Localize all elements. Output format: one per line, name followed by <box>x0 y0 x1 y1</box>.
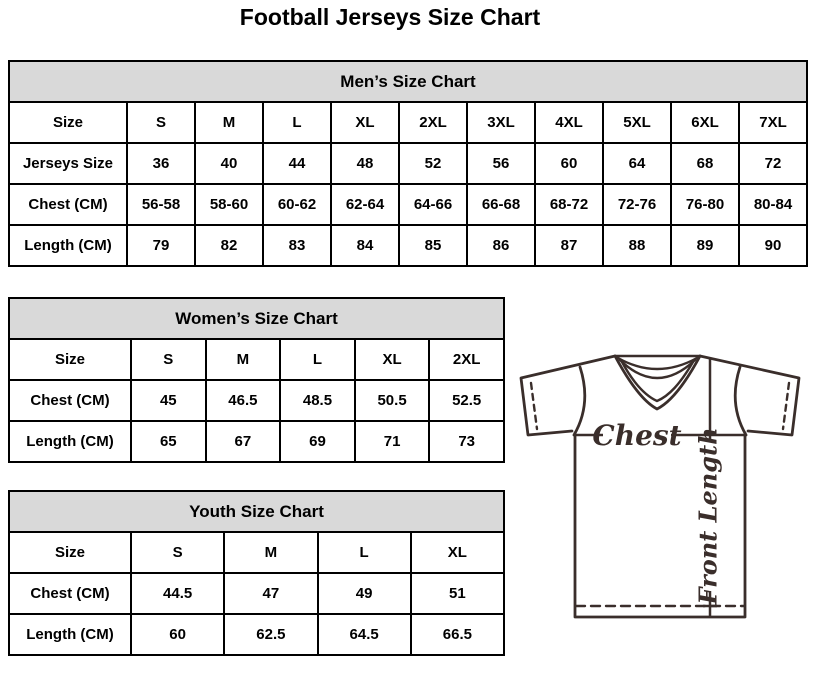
value-cell: 87 <box>535 225 603 266</box>
value-cell: 66-68 <box>467 184 535 225</box>
value-cell: S <box>127 102 195 143</box>
row-label-cell: Length (CM) <box>9 225 127 266</box>
womens-table-title: Women’s Size Chart <box>9 298 504 339</box>
jersey-right-cuff-dashed-line <box>783 383 789 429</box>
value-cell: XL <box>411 532 504 573</box>
table-row <box>9 380 504 421</box>
mens-table-title: Men’s Size Chart <box>9 61 807 102</box>
value-cell: 60 <box>535 143 603 184</box>
jersey-left-cuff-dashed-line <box>531 383 537 429</box>
youth-table-title: Youth Size Chart <box>9 491 504 532</box>
value-cell: 36 <box>127 143 195 184</box>
value-cell: 64 <box>603 143 671 184</box>
jersey-left-armhole-seam <box>574 367 585 435</box>
jersey-right-armhole-seam <box>735 367 746 435</box>
table-row <box>9 614 504 655</box>
table-row <box>9 339 504 380</box>
row-label-cell: Chest (CM) <box>9 573 131 614</box>
value-cell: 88 <box>603 225 671 266</box>
jersey-measurement-diagram <box>508 338 808 628</box>
value-cell: 56 <box>467 143 535 184</box>
value-cell: 60 <box>131 614 224 655</box>
value-cell: M <box>206 339 281 380</box>
table-row <box>9 573 504 614</box>
table-row <box>9 102 807 143</box>
table-header-row <box>9 61 807 102</box>
value-cell: 45 <box>131 380 206 421</box>
table-header-row <box>9 491 504 532</box>
value-cell: 64.5 <box>318 614 411 655</box>
table-row <box>9 143 807 184</box>
value-cell: S <box>131 532 224 573</box>
value-cell: XL <box>331 102 399 143</box>
value-cell: 51 <box>411 573 504 614</box>
value-cell: 6XL <box>671 102 739 143</box>
value-cell: 83 <box>263 225 331 266</box>
value-cell: 67 <box>206 421 281 462</box>
row-label-cell: Jerseys Size <box>9 143 127 184</box>
value-cell: 72 <box>739 143 807 184</box>
value-cell: 68 <box>671 143 739 184</box>
value-cell: 72-76 <box>603 184 671 225</box>
value-cell: 80-84 <box>739 184 807 225</box>
table-row <box>9 532 504 573</box>
value-cell: M <box>195 102 263 143</box>
value-cell: 7XL <box>739 102 807 143</box>
value-cell: 71 <box>355 421 430 462</box>
youth-size-chart-table <box>8 490 505 656</box>
value-cell: S <box>131 339 206 380</box>
value-cell: 84 <box>331 225 399 266</box>
value-cell: 40 <box>195 143 263 184</box>
jersey-right-shoulder-sleeve <box>700 356 799 435</box>
row-label-cell: Size <box>9 339 131 380</box>
value-cell: L <box>318 532 411 573</box>
chest-label: Chest <box>592 419 682 452</box>
table-row <box>9 225 807 266</box>
value-cell: 52 <box>399 143 467 184</box>
row-label-cell: Length (CM) <box>9 421 131 462</box>
value-cell: 89 <box>671 225 739 266</box>
table-row <box>9 421 504 462</box>
value-cell: M <box>224 532 317 573</box>
row-label-cell: Size <box>9 102 127 143</box>
value-cell: 48.5 <box>280 380 355 421</box>
value-cell: 73 <box>429 421 504 462</box>
value-cell: 48 <box>331 143 399 184</box>
value-cell: 76-80 <box>671 184 739 225</box>
value-cell: 90 <box>739 225 807 266</box>
value-cell: 58-60 <box>195 184 263 225</box>
value-cell: 4XL <box>535 102 603 143</box>
value-cell: 5XL <box>603 102 671 143</box>
value-cell: 3XL <box>467 102 535 143</box>
value-cell: 79 <box>127 225 195 266</box>
value-cell: 68-72 <box>535 184 603 225</box>
value-cell: L <box>263 102 331 143</box>
value-cell: 62-64 <box>331 184 399 225</box>
value-cell: 47 <box>224 573 317 614</box>
value-cell: 44 <box>263 143 331 184</box>
value-cell: 56-58 <box>127 184 195 225</box>
value-cell: 66.5 <box>411 614 504 655</box>
row-label-cell: Size <box>9 532 131 573</box>
table-header-row <box>9 298 504 339</box>
value-cell: 64-66 <box>399 184 467 225</box>
page-title: Football Jerseys Size Chart <box>239 4 541 30</box>
value-cell: 44.5 <box>131 573 224 614</box>
value-cell: 50.5 <box>355 380 430 421</box>
value-cell: 2XL <box>429 339 504 380</box>
table-row <box>9 184 807 225</box>
value-cell: 85 <box>399 225 467 266</box>
mens-size-chart-table <box>8 60 808 267</box>
row-label-cell: Length (CM) <box>9 614 131 655</box>
row-label-cell: Chest (CM) <box>9 380 131 421</box>
value-cell: 69 <box>280 421 355 462</box>
value-cell: XL <box>355 339 430 380</box>
value-cell: 62.5 <box>224 614 317 655</box>
womens-size-chart-table <box>8 297 505 463</box>
value-cell: L <box>280 339 355 380</box>
value-cell: 60-62 <box>263 184 331 225</box>
value-cell: 49 <box>318 573 411 614</box>
value-cell: 52.5 <box>429 380 504 421</box>
value-cell: 82 <box>195 225 263 266</box>
row-label-cell: Chest (CM) <box>9 184 127 225</box>
front-length-label: Front Length <box>693 427 723 605</box>
value-cell: 86 <box>467 225 535 266</box>
value-cell: 46.5 <box>206 380 281 421</box>
value-cell: 2XL <box>399 102 467 143</box>
value-cell: 65 <box>131 421 206 462</box>
